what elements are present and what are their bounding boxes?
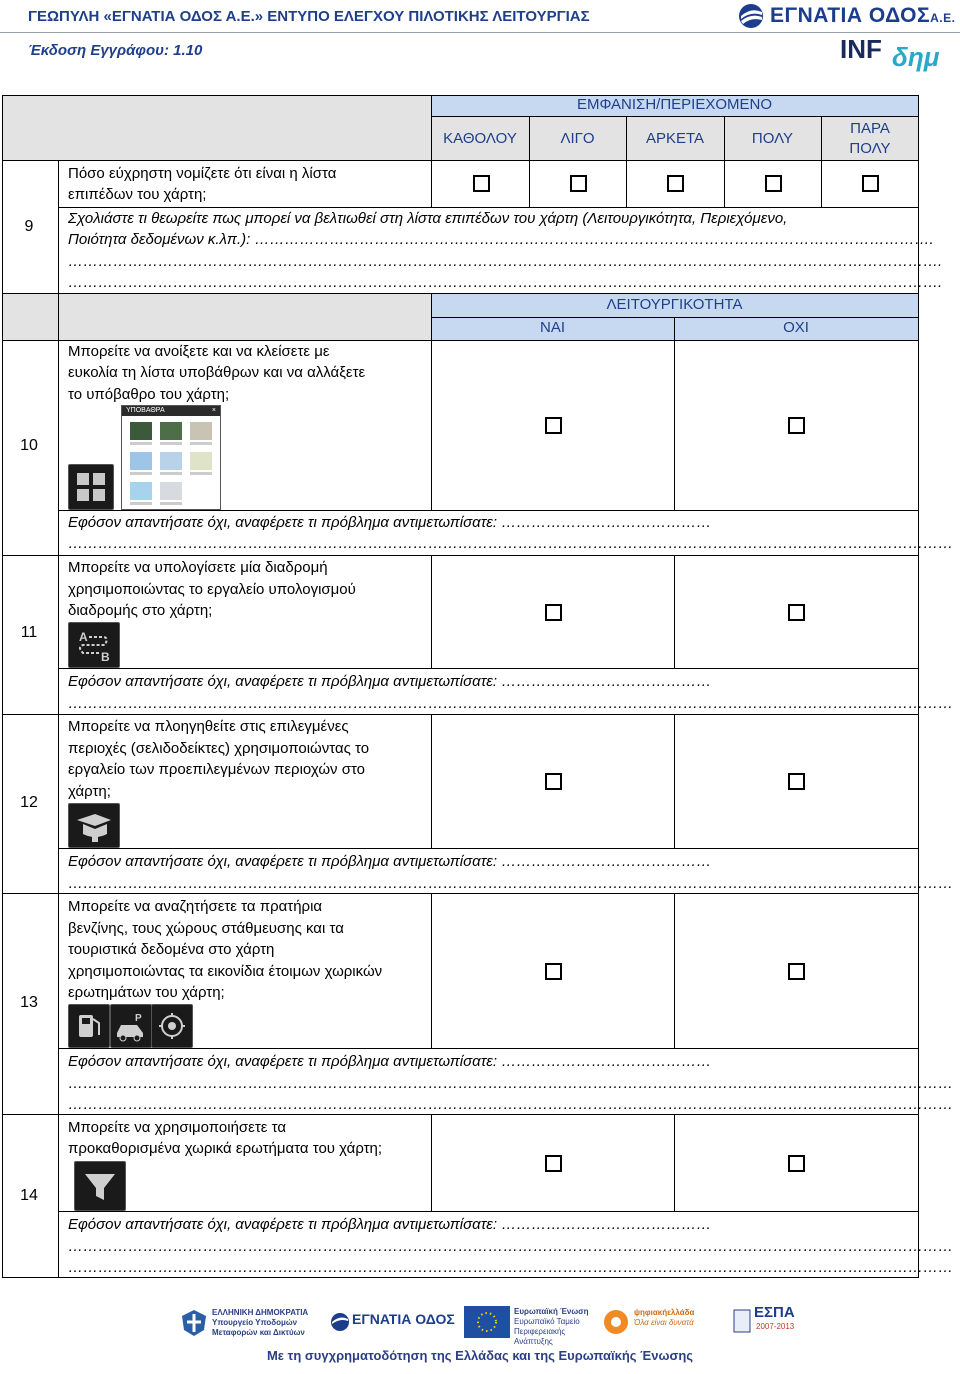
- q13-question-line-4: χρησιμοποιώντας τα εικονίδια έτοιμων χωρικών: [68, 963, 383, 980]
- q13-question-line-2: βενζίνης, τους χώρους στάθμευσης και τα: [68, 920, 344, 937]
- q9-checkbox-4[interactable]: [765, 175, 782, 192]
- q11-question-line-1: Μπορείτε να υπολογίσετε μία διαδρομή: [68, 559, 328, 576]
- basemap-panel-title: ΥΠΟΒΑΘΡΑ: [126, 407, 165, 414]
- functionality-no-label: ΟΧΙ: [783, 319, 809, 336]
- basemap-panel-titlebar: [122, 406, 220, 416]
- q9-checkbox-2[interactable]: [570, 175, 587, 192]
- egnatia-emblem-icon: [738, 3, 766, 29]
- q11-yes-checkbox[interactable]: [545, 604, 562, 621]
- footer-ministry-sub: Υπουργείο Υποδομών Μεταφορών και Δικτύων: [212, 1318, 305, 1337]
- q10-yes-no-line: [674, 317, 675, 510]
- q10-question-line-1: Μπορείτε να ανοίξετε και να κλείσετε με: [68, 343, 330, 360]
- q11-yes-no-line: [674, 555, 675, 668]
- footer-egnatia-emblem-icon: [330, 1312, 350, 1332]
- func-header-gray-cell: [2, 293, 431, 340]
- basemap-panel-screenshot: [121, 405, 221, 510]
- q11-question-line-2: χρησιμοποιώντας το εργαλείο υπολογισμού: [68, 581, 356, 598]
- q14-no-checkbox[interactable]: [788, 1155, 805, 1172]
- q9-comment-line-2: Ποιότητα δεδομένων κ.λπ.): ……………………………………………………………………………………………………………………….: [68, 231, 934, 248]
- q13-question-line-3: τουριστικά δεδομένα στο χάρτη: [68, 941, 275, 958]
- q9-option-label-3: ΑΡΚΕΤΑ: [645, 130, 705, 147]
- eu-flag-icon: [464, 1306, 510, 1338]
- q9-option-label-4: ΠΟΛΥ: [751, 130, 794, 147]
- q14-yes-checkbox[interactable]: [545, 1155, 562, 1172]
- functionality-header: ΛΕΙΤΟΥΡΓΙΚΟΤΗΤΑ: [606, 296, 743, 313]
- footer-egnatia: ΕΓΝΑΤΙΑ ΟΔΟΣ: [352, 1311, 455, 1327]
- svg-text:A: A: [79, 630, 88, 644]
- q12-follow-up: Εφόσον απαντήσατε όχι, αναφέρετε τι πρόβλημα αντιμετωπίσατε: ……………………………………: [68, 853, 712, 870]
- q13-yes-no-line: [674, 893, 675, 1049]
- table-number-column-line: [58, 160, 59, 1278]
- filter-funnel-icon: [74, 1161, 126, 1211]
- q14-question-line-1: Μπορείτε να χρησιμοποιήσετε τα: [68, 1119, 287, 1136]
- q9-checkbox-3[interactable]: [667, 175, 684, 192]
- footer-digital: ψηφιακήελλάδα: [634, 1308, 695, 1317]
- q9-option-label-1: ΚΑΘΟΛΟΥ: [443, 130, 517, 147]
- q10-question-line-2: ευκολία τη λίστα υποβάθρων και να αλλάξετε: [68, 364, 366, 381]
- svg-text:P: P: [135, 1013, 142, 1024]
- q9-col-line-4: [821, 116, 822, 207]
- q12-answer-bottom-line: [58, 848, 919, 849]
- functionality-yes-label: ΝΑΙ: [539, 319, 565, 336]
- q9-dots-line-1: ………………………………………………………………………………………………………………………………………………………….: [68, 253, 943, 270]
- q14-question-line-2: προκαθορισμένα χωρικά ερωτήματα του χάρτη;: [68, 1140, 383, 1157]
- footer-eu-sub: Ευρωπαϊκό Ταμείο Περιφερειακής Ανάπτυξης: [514, 1317, 580, 1346]
- q12-question-line-2: περιοχές (σελιδοδείκτες) χρησιμοποιώντας το: [68, 740, 370, 757]
- q12-yes-no-line: [674, 714, 675, 848]
- digital-greece-icon: [602, 1308, 630, 1336]
- q13-follow-up: Εφόσον απαντήσατε όχι, αναφέρετε τι πρόβλημα αντιμετωπίσατε: ……………………………………: [68, 1053, 712, 1070]
- q14-yes-no-line: [674, 1114, 675, 1212]
- q13-number: 13: [20, 994, 38, 1011]
- footer-ministry: ΕΛΛΗΝΙΚΗ ΔΗΜΟΚΡΑΤΙΑ: [212, 1308, 309, 1317]
- q12-question-col-line: [431, 714, 432, 848]
- q14-question-col-line: [431, 1114, 432, 1212]
- footer-eu: Ευρωπαϊκή Ένωση: [514, 1307, 589, 1316]
- egnatia-logo: [738, 2, 956, 30]
- q9-question-line-1: Πόσο εύχρηστη νομίζετε ότι είναι η λίστα: [68, 165, 337, 182]
- svg-text:B: B: [101, 650, 110, 664]
- q12-yes-checkbox[interactable]: [545, 773, 562, 790]
- q11-number: 11: [20, 624, 38, 641]
- q13-question-col-line: [431, 893, 432, 1049]
- basemap-thumbnails: [122, 416, 220, 508]
- q11-question-col-line: [431, 555, 432, 668]
- q9-question-line-2: επιπέδων του χάρτη;: [68, 186, 207, 203]
- basemap-grid-icon: [68, 464, 114, 510]
- tourism-icon: [151, 1004, 193, 1048]
- q14-dots-line-2: ……………………………………………………………………………………………………………………………………………………………: [68, 1259, 953, 1276]
- document-title: ΓΕΩΠΥΛΗ «ΕΓΝΑΤΙΑ ΟΔΟΣ Α.Ε.» ΕΝΤΥΠΟ ΕΛΕΓΧΟΥ ΠΙΛΟΤΙΚΗΣ ΛΕΙΤΟΥΡΓΙΑΣ: [28, 8, 590, 25]
- q13-question-line-1: Μπορείτε να αναζητήσετε τα πρατήρια: [68, 898, 323, 915]
- table-border-left: [2, 95, 3, 1278]
- q11-question-line-3: διαδρομής στο χάρτη;: [68, 602, 213, 619]
- espa-icon: [732, 1308, 752, 1334]
- q11-follow-up: Εφόσον απαντήσατε όχι, αναφέρετε τι πρόβλημα αντιμετωπίσατε: ……………………………………: [68, 673, 712, 690]
- footer-sponsors: [0, 1300, 960, 1374]
- infodim-logo-text-a: INF: [840, 34, 882, 64]
- q9-dots-line-2: ………………………………………………………………………………………………………………………………………………………….: [68, 274, 943, 291]
- q12-dots-line: ……………………………………………………………………………………………………………………………………………………………: [68, 875, 953, 892]
- q14-follow-up: Εφόσον απαντήσατε όχι, αναφέρετε τι πρόβλημα αντιμετωπίσατε: ……………………………………: [68, 1216, 712, 1233]
- q9-header-bottom-line: [2, 160, 919, 161]
- q11-answer-bottom-line: [58, 668, 919, 669]
- bookmarks-icon: [68, 803, 120, 848]
- q9-checkbox-5[interactable]: [862, 175, 879, 192]
- q14-dots-line-1: ……………………………………………………………………………………………………………………………………………………………: [68, 1238, 953, 1255]
- egnatia-logo-text: ΕΓΝΑΤΙΑ ΟΔΟΣ: [770, 4, 931, 27]
- footer-espa-sub: 2007-2013: [756, 1322, 795, 1331]
- q9-group-header: ΕΜΦΑΝΙΣΗ/ΠΕΡΙΕΧΟΜΕΝΟ: [577, 96, 772, 113]
- q10-follow-up: Εφόσον απαντήσατε όχι, αναφέρετε τι πρόβλημα αντιμετωπίσατε: ……………………………………: [68, 514, 712, 531]
- q9-group-header-line: [431, 116, 918, 117]
- q13-question-line-5: ερωτημάτων του χάρτη;: [68, 984, 225, 1001]
- q13-yes-checkbox[interactable]: [545, 963, 562, 980]
- greek-emblem-icon: [180, 1308, 208, 1338]
- q13-dots-line-1: ……………………………………………………………………………………………………………………………………………………………: [68, 1075, 953, 1092]
- header-divider: [0, 32, 960, 33]
- q12-number: 12: [20, 794, 38, 811]
- infodim-logo: [838, 34, 950, 72]
- document-version: Έκδοση Εγγράφου: 1.10: [28, 42, 203, 59]
- q10-yes-checkbox[interactable]: [545, 417, 562, 434]
- q14-answer-bottom-line: [58, 1211, 919, 1212]
- q12-no-checkbox[interactable]: [788, 773, 805, 790]
- q12-question-line-3: εργαλείο των προεπιλεγμένων περιοχών στο: [68, 761, 366, 778]
- egnatia-logo-suffix: Α.Ε.: [930, 11, 956, 25]
- parking-icon: [110, 1004, 152, 1048]
- q11-dots-line: ……………………………………………………………………………………………………………………………………………………………: [68, 695, 953, 712]
- q14-number: 14: [20, 1187, 38, 1204]
- q12-question-line-1: Μπορείτε να πλοηγηθείτε στις επιλεγμένες: [68, 718, 349, 735]
- q9-header-gray-cell: [2, 95, 431, 160]
- q9-number: 9: [24, 218, 34, 235]
- infodim-logo-text-b: δημ: [892, 42, 940, 72]
- gas-station-icon: [68, 1004, 110, 1048]
- route-calculation-icon: [68, 622, 120, 668]
- q12-question-line-4: χάρτη;: [68, 783, 111, 800]
- footer-digital-sub: Όλα είναι δυνατά: [634, 1318, 694, 1327]
- q9-option-label-2: ΛΙΓΟ: [560, 130, 595, 147]
- q10-number: 10: [20, 437, 38, 454]
- q10-dots-line: ……………………………………………………………………………………………………………………………………………………………: [68, 535, 953, 552]
- q13-no-checkbox[interactable]: [788, 963, 805, 980]
- q9-checkbox-1[interactable]: [473, 175, 490, 192]
- q10-bottom-line: [2, 555, 919, 556]
- footer-espa: ΕΣΠΑ: [754, 1304, 795, 1321]
- q11-no-checkbox[interactable]: [788, 604, 805, 621]
- q9-comment-line-1: Σχολιάστε τι θεωρείτε πως μπορεί να βελτιωθεί στη λίστα επιπέδων του χάρτη (Λειτουργικότητα, Περιεχόμενο,: [68, 210, 788, 227]
- footer-funding: Με τη συγχρηματοδότηση της Ελλάδας και της Ευρωπαϊκής Ένωσης: [266, 1348, 694, 1363]
- func-header-line: [431, 317, 918, 318]
- q9-option-label-5: ΠΑΡΑ ΠΟΛΥ: [849, 120, 891, 157]
- q10-no-checkbox[interactable]: [788, 417, 805, 434]
- q10-question-line-3: το υπόβαθρο του χάρτη;: [68, 386, 230, 403]
- q13-dots-line-2: ……………………………………………………………………………………………………………………………………………………………: [68, 1096, 953, 1113]
- basemap-panel-close-icon: ×: [211, 407, 216, 414]
